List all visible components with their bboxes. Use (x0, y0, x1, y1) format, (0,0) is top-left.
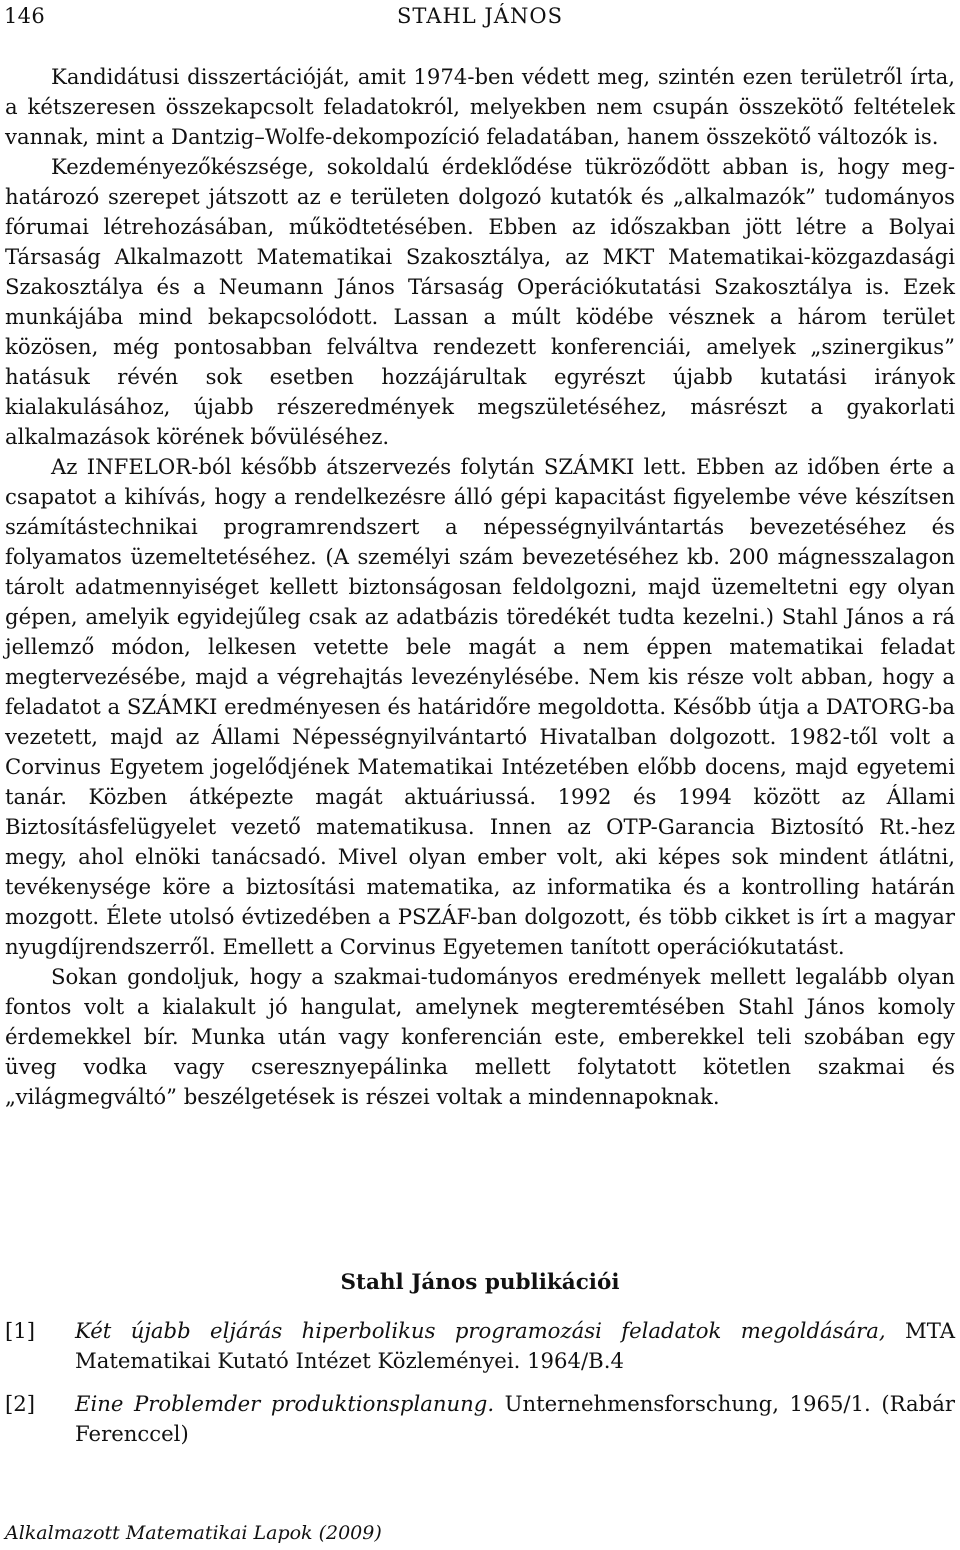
journal-footer: Alkalmazott Matematikai Lapok (2009) (5, 1522, 382, 1544)
reference-details: MTA Matematikai Kutató Intézet Közleményei. 1964/B.4 (75, 1318, 956, 1373)
page-number: 146 (4, 4, 45, 28)
section-title: Stahl János publikációi (340, 1270, 620, 1295)
paragraph: Kezdeményezőkészsége, sokoldalú érdeklődése tükröződött abban is, hogy meghatározó szerepet játszott az e területen dolgozó kutatók és „alkalmazók” tudományos fórumai létrehozásában, működtetésében. Ebben az időszakban jött létre a Bolyai Társaság Alkalmazott Matematikai Szakosztálya, az MKT Matematikai-közgazdasági Szakosztálya és a Neumann János Társaság Operációkutatási Szakosztálya is. Ezek munkájába mind bekapcsolódott. Lassan a múlt ködébe vésznek a három terület közösen, még pontosabban felváltva rendezett konferenciái, amelyek „szinergikus” hatásuk révén sok esetben hozzájárultak egyrészt újabb kutatási irányok kialakulásához, újabb részeredmények megszületéséhez, másrészt a gyakorlati alkalmazások körének bővüléséhez. (5, 154, 955, 449)
reference-number: [2] (5, 1391, 36, 1416)
article-body (5, 62, 955, 1112)
running-head: STAHL JÁNOS (397, 4, 563, 28)
page-header (0, 4, 960, 34)
paragraph: Sokan gondoljuk, hogy a szakmai-tudományos eredmények mellett legalább olyan fontos volt a kialakult jó hangulat, amelynek megteremtésében Stahl János komoly érdemekkel bír. Munka után vagy konferencián este, emberekkel teli szobában egy üveg vodka vagy cseresznyepálinka mellett folytatott kötetlen szakmai és „világmegváltó” beszélgetések is részei voltak a mindennapoknak. (5, 964, 955, 1109)
reference-number: [1] (5, 1318, 36, 1343)
reference-list (5, 1316, 955, 1462)
reference-details: Unternehmensforschung, 1965/1. (Rabár Ferenccel) (75, 1391, 955, 1446)
paragraph: Az INFELOR-ból később átszervezés folytán SZÁMKI lett. Ebben az időben érte a csapatot a kihívás, hogy a rendelkezésre álló gépi kapacitást figyelembe véve készítsen számítástechnikai programrendszert a népességnyilvántartás bevezetéséhez és folyamatos üzemeltetéséhez. (A személyi szám bevezetéséhez kb. 200 mágnesszalagon tárolt adatmennyiséget kellett biztonságosan feldolgozni, majd üzemeltetni egy olyan gépen, amelyik egyidejűleg csak az adatbázis töredékét tudta kezelni.) Stahl János a rá jellemző módon, lelkesen vetette bele magát a nem éppen matematikai feladat megtervezésébe, majd a végrehajtás levezénylésébe. Nem kis része volt abban, hogy a feladatot a SZÁMKI eredményesen és határidőre megoldotta. Később útja a DATORG-ba vezetett, majd az Állami Népességnyilvántartó Hivatalban dolgozott. 1982-től volt a Corvinus Egyetem jogelődjének Matematikai Intézetében előbb docens, majd egyetemi tanár. Közben átképezte magát aktuáriussá. 1992 és 1994 között az Állami Biztosításfelügyelet vezető matematikusa. Innen az OTP-Garancia Biztosító Rt.-hez megy, ahol elnöki tanácsadó. Mivel olyan ember volt, aki képes sok mindent átlátni, tevékenysége köre a biztosítási matematika, az informatika és a kontrolling határán mozgott. Élete utolsó évtizedében a PSZÁF-ban dolgozott, és több cikket is írt a magyar nyugdíjrendszerről. Emellett a Corvinus Egyetemen tanított operációkutatást. (5, 454, 955, 959)
reference-title: Eine Problemder produktionsplanung. (75, 1391, 495, 1416)
reference-item (5, 1316, 955, 1376)
reference-item (5, 1389, 955, 1449)
paragraph: Kandidátusi disszertációját, amit 1974-ben védett meg, szintén ezen területről írta, a kétszeresen összekapcsolt feladatokról, melyekben nem csupán összekötő feltételek vannak, mint a Dantzig–Wolfe-dekompozíció feladatában, hanem összekötő változók is. (5, 64, 955, 149)
reference-title: Két újabb eljárás hiperbolikus programozási feladatok megoldására, (75, 1318, 886, 1343)
